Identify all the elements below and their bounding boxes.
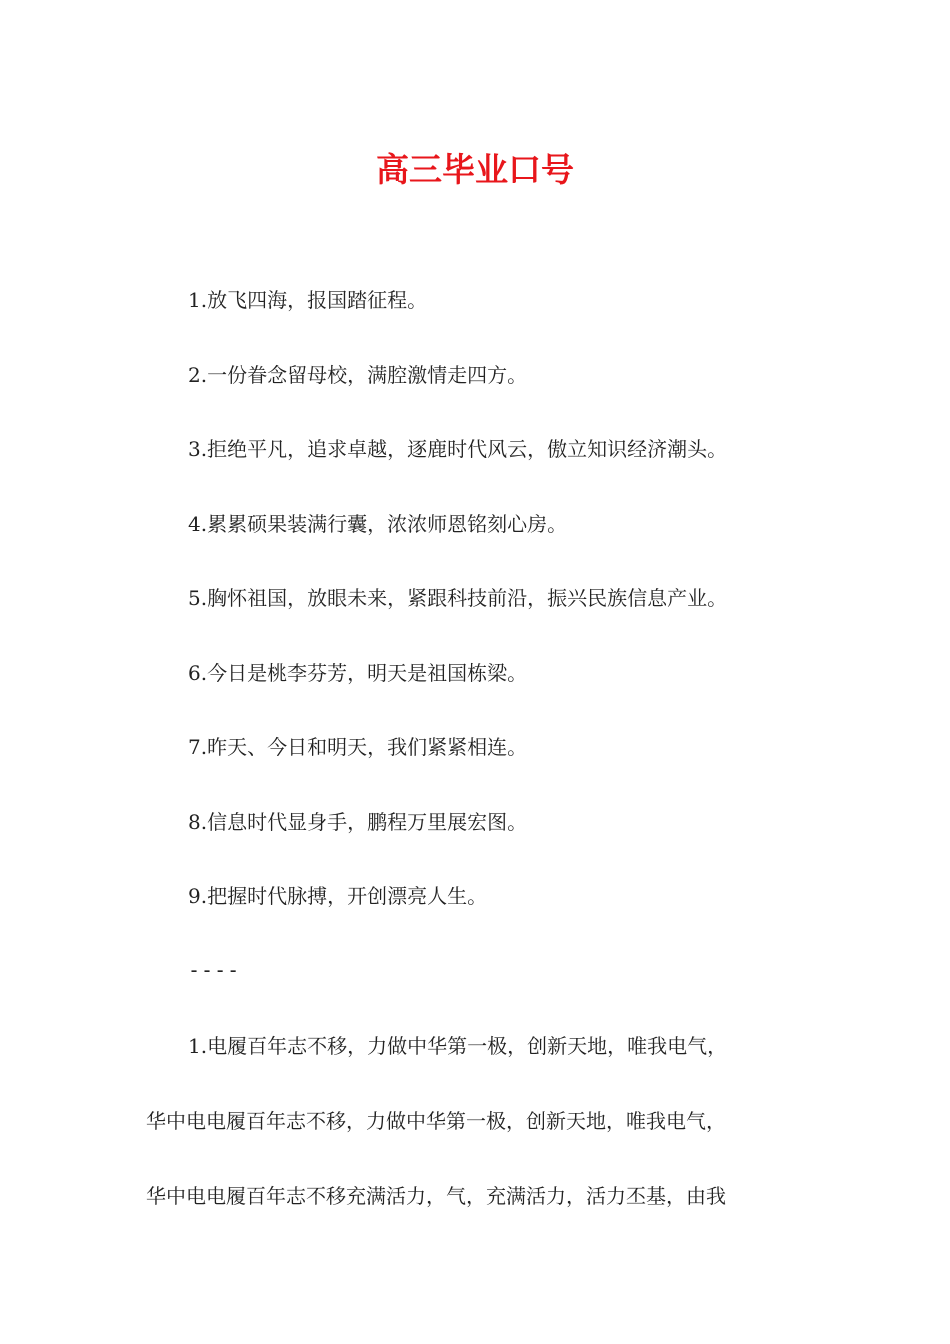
slogan-item: 4.累累硕果装满行囊，浓浓师恩铭刻心房。 bbox=[188, 512, 568, 536]
slogan-item: 7.昨天、今日和明天，我们紧紧相连。 bbox=[188, 735, 528, 759]
slogan-item: 1.放飞四海，报国踏征程。 bbox=[188, 288, 428, 312]
section-divider: ---- bbox=[188, 958, 241, 982]
slogan-item: 3.拒绝平凡，追求卓越，逐鹿时代风云，傲立知识经济潮头。 bbox=[188, 437, 728, 461]
paragraph-line: 1.电履百年志不移，力做中华第一极，创新天地，唯我电气， bbox=[188, 1034, 728, 1058]
document-title: 高三毕业口号 bbox=[376, 150, 574, 189]
slogan-item: 8.信息时代显身手，鹏程万里展宏图。 bbox=[188, 810, 528, 834]
slogan-item: 9.把握时代脉搏，开创漂亮人生。 bbox=[188, 884, 488, 908]
slogan-item: 2.一份眷念留母校，满腔激情走四方。 bbox=[188, 363, 528, 387]
paragraph-line: 华中电电履百年志不移充满活力，气，充满活力，活力丕基，由我 bbox=[146, 1184, 726, 1208]
slogan-item: 5.胸怀祖国，放眼未来，紧跟科技前沿，振兴民族信息产业。 bbox=[188, 586, 728, 610]
slogan-item: 6.今日是桃李芬芳，明天是祖国栋梁。 bbox=[188, 661, 528, 685]
paragraph-line: 华中电电履百年志不移，力做中华第一极，创新天地，唯我电气， bbox=[146, 1109, 726, 1133]
